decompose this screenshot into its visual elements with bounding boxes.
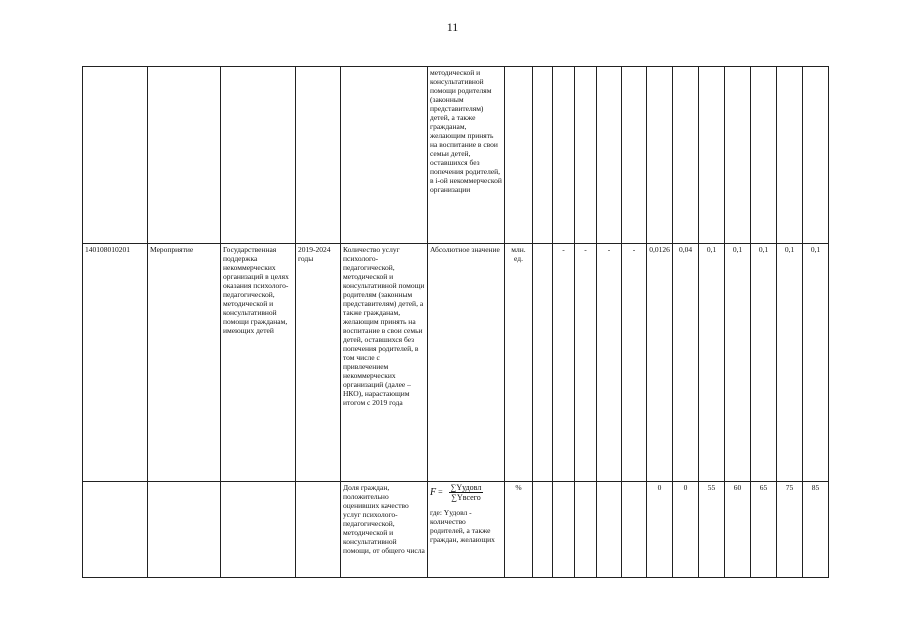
program-table [82,66,829,578]
value-cell: 0,04 [673,244,699,482]
value-cell: 0,1 [725,244,751,482]
type-cell [148,67,221,244]
table-row [83,244,829,482]
value-cell: 0,0126 [647,244,673,482]
value-cell [622,482,647,578]
name-cell [221,482,296,578]
page-number: 11 [446,20,459,34]
value-cell: 0,1 [751,244,777,482]
value-cell: 75 [777,482,803,578]
value-cell [597,482,622,578]
value-cell [533,244,553,482]
indicator-cell: Доля граждан, положительно оценивших качество услуг психолого-педагогической, методической и консультативной помощи, от общего числа [341,482,428,578]
value-cell [575,482,597,578]
type-cell: Мероприятие [148,244,221,482]
value-cell: 65 [751,482,777,578]
method-text: где: Yудовл - количество родителей, а также граждан, желающих [430,508,495,544]
unit-cell: млн. ед. [505,244,533,482]
value-cell: 0,1 [777,244,803,482]
period-cell [296,67,341,244]
value-cell [553,482,575,578]
value-cell: - [622,244,647,482]
unit-cell [505,67,533,244]
value-cell: 0,1 [803,244,829,482]
indicator-cell: Количество услуг психолого-педагогической, методической и консультативной помощи родителям (законным представителям) детей, а также гражданам, желающим принять на воспитание в свои семьи детей, оставшихся без попечения родителей, в том числе с привлечением некоммерческих организаций (далее – НКО), нарастающим итогом с 2019 года [341,244,428,482]
table-row [83,482,829,578]
value-cell [533,482,553,578]
period-cell: 2019-2024 годы [296,244,341,482]
value-cell: 60 [725,482,751,578]
code-cell [83,482,148,578]
value-cell: 0 [647,482,673,578]
method-cell: Абсолютное значение [428,244,505,482]
formula: F = $\frac{\text{∑Yудовл}}{\text{∑Yвсего}}$ [430,483,482,502]
type-cell [148,482,221,578]
code-cell: 140108010201 [83,244,148,482]
value-cell: - [553,244,575,482]
code-cell [83,67,148,244]
indicator-cell [341,67,428,244]
value-cell: - [575,244,597,482]
value-cell: 85 [803,482,829,578]
value-cell: 0,1 [699,244,725,482]
value-cell: 55 [699,482,725,578]
table-row [83,67,829,244]
method-cell: методической и консультативной помощи родителям (законным представителям) детей, а также гражданам, желающим принять на воспитание в свои семьи детей, оставшихся без попечения родителей, в i-ой некоммерческой организации [428,67,505,244]
unit-cell: % [505,482,533,578]
method-cell [428,482,505,578]
value-cell: - [597,244,622,482]
period-cell [296,482,341,578]
value-cell: 0 [673,482,699,578]
name-cell [221,67,296,244]
name-cell: Государственная поддержка некоммерческих организаций в целях оказания психолого-педагогической, методической и консультативной помощи гражданам, имеющих детей [221,244,296,482]
